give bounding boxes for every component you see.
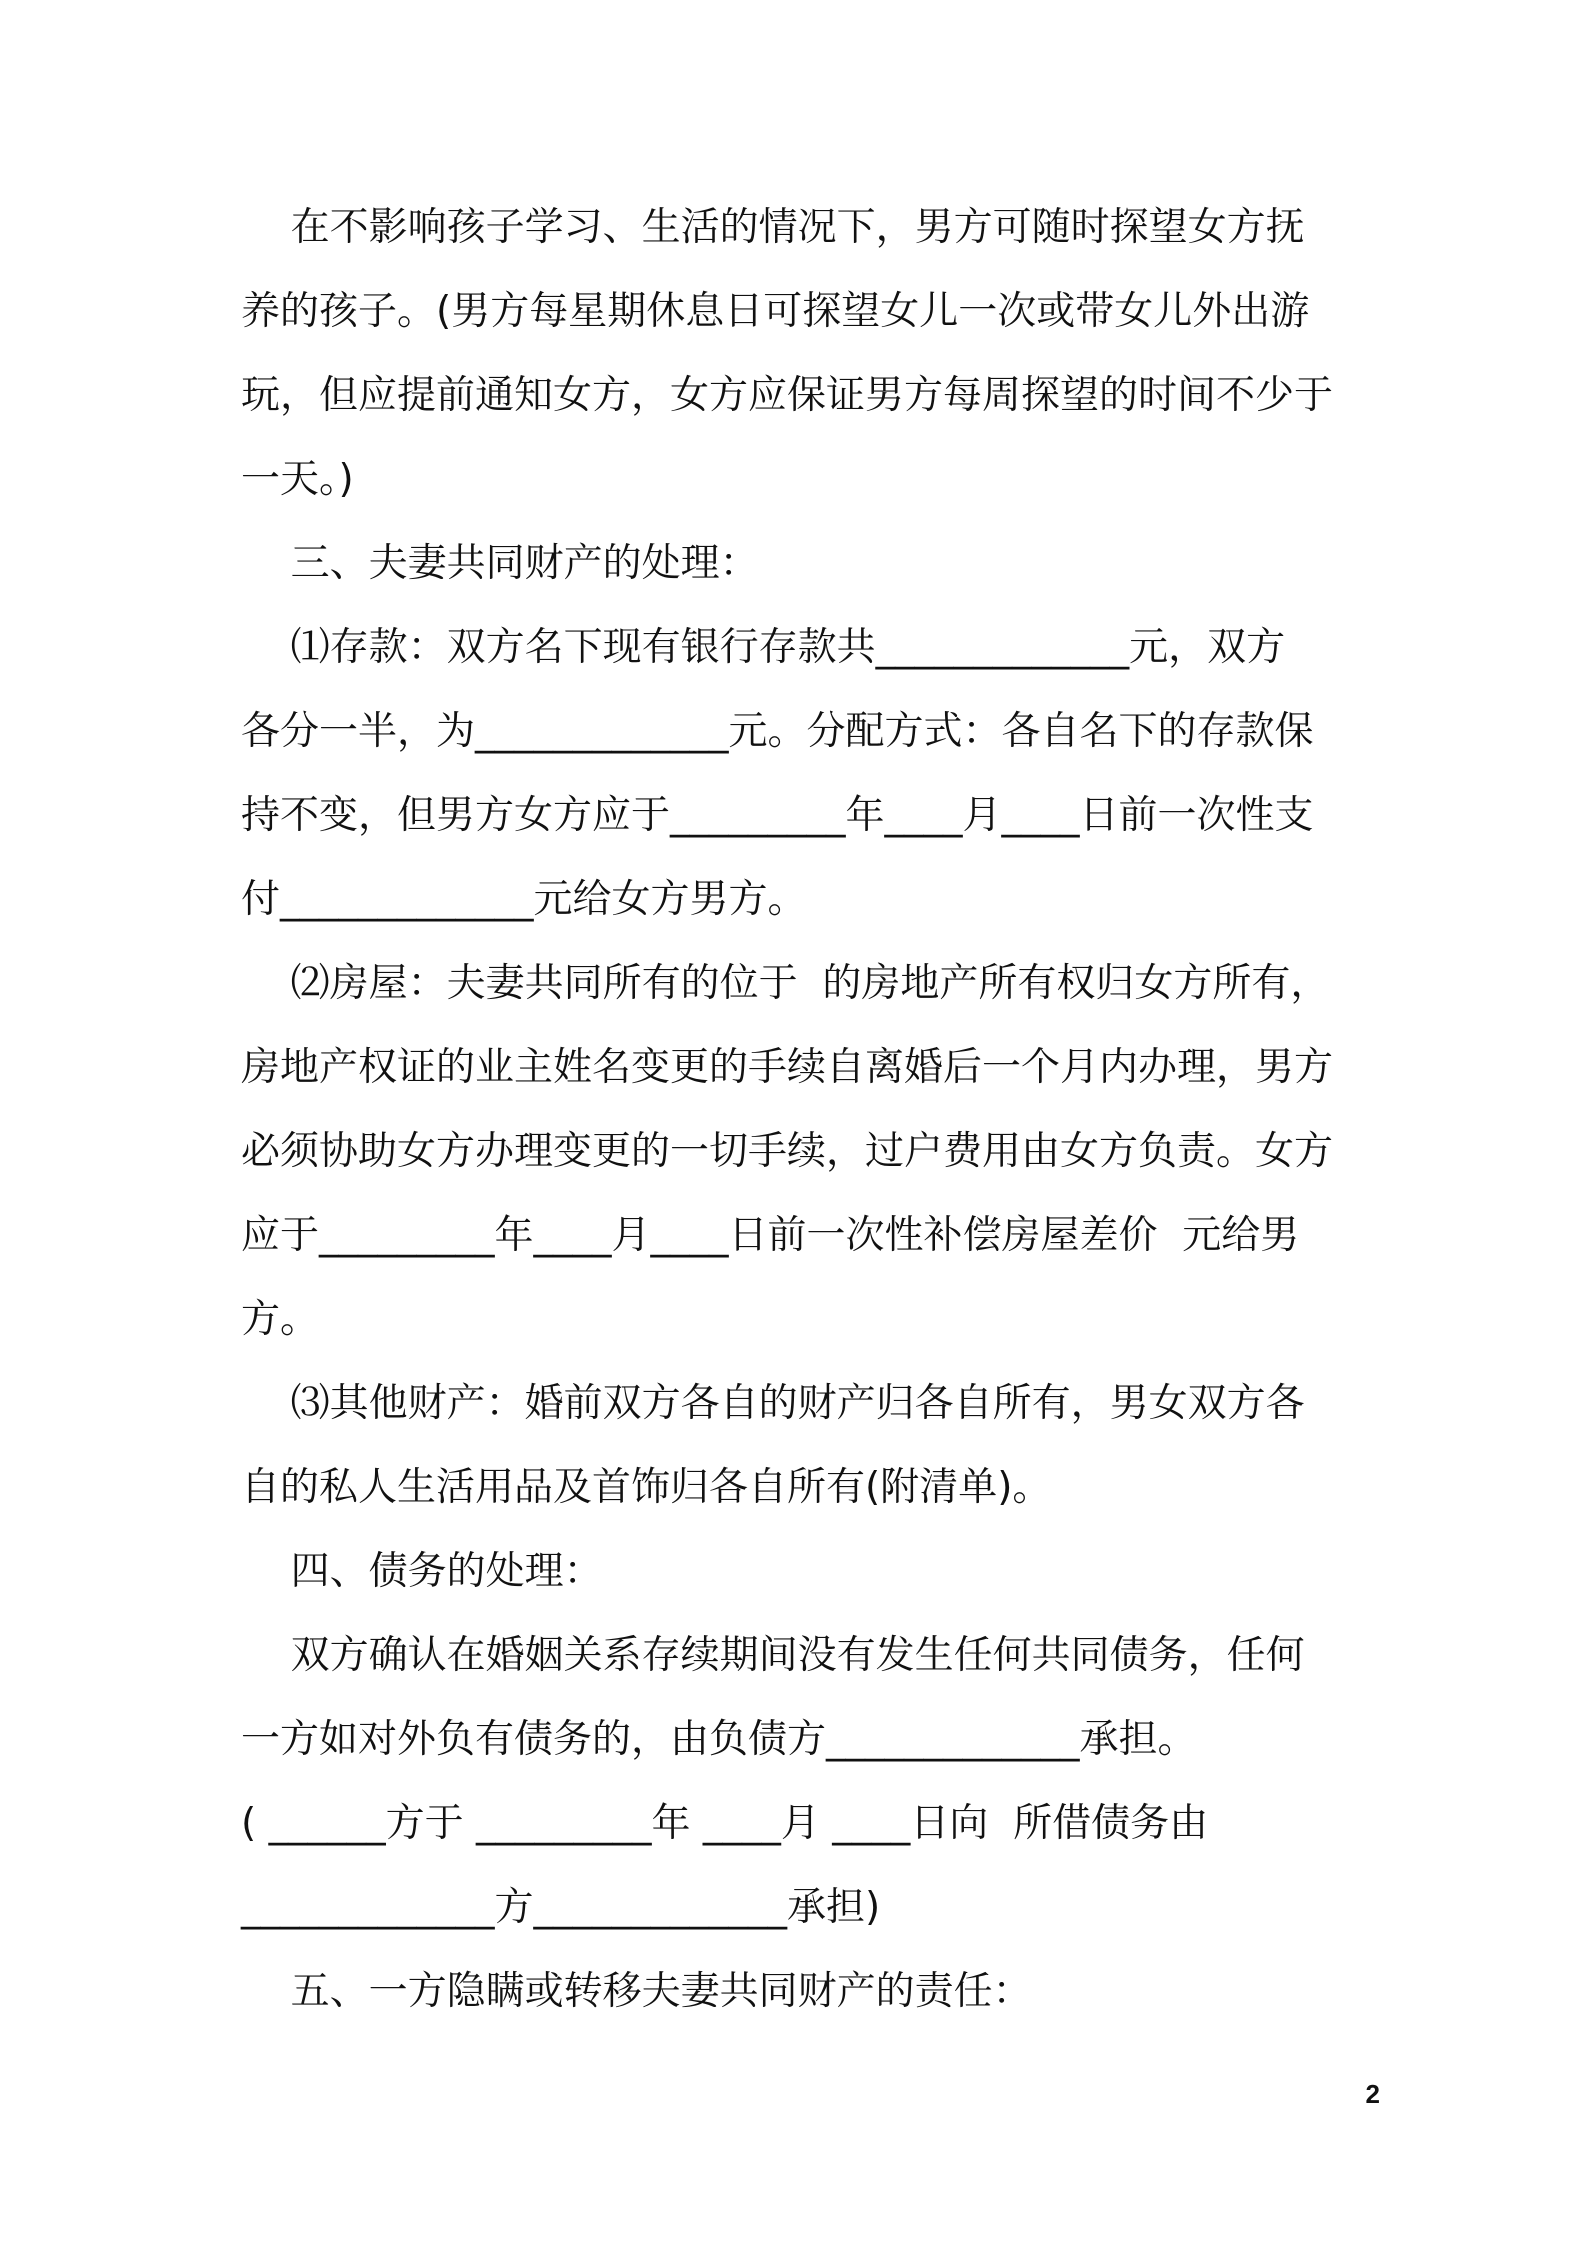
text-line: 应于_________年____月____日前一次性补偿房屋差价 元给男 xyxy=(241,1213,1300,1258)
text-line: 方。 xyxy=(241,1297,320,1342)
text-line: 养的孩子。(男方每星期休息日可探望女儿一次或带女儿外出游 xyxy=(241,289,1310,334)
text-line: ⑵房屋：夫妻共同所有的位于 的房地产所有权归女方所有， xyxy=(241,961,1330,1006)
text-line: _____________方_____________承担) xyxy=(241,1885,881,1930)
text-line: 玩，但应提前通知女方，女方应保证男方每周探望的时间不少于 xyxy=(241,373,1334,418)
text-line: 在不影响孩子学习、生活的情况下，男方可随时探望女方抚 xyxy=(241,205,1305,250)
text-line: 一天。) xyxy=(241,457,354,502)
section-heading: 三、夫妻共同财产的处理： xyxy=(241,541,759,586)
page-number: 2 xyxy=(1365,2079,1380,2109)
text-line: 持不变，但男方女方应于_________年____月____日前一次性支 xyxy=(241,793,1314,838)
text-line: 双方确认在婚姻关系存续期间没有发生任何共同债务，任何 xyxy=(241,1633,1305,1678)
text-line: 自的私人生活用品及首饰归各自所有(附清单)。 xyxy=(241,1465,1052,1510)
text-line: ⑶其他财产：婚前双方各自的财产归各自所有，男女双方各 xyxy=(241,1381,1305,1426)
text-line: 付_____________元给女方男方。 xyxy=(241,877,807,922)
text-line: 各分一半，为_____________元。分配方式：各自名下的存款保 xyxy=(241,709,1314,754)
text-line: ( ______方于 _________年 ____月 ____日向 所借债务由 xyxy=(241,1801,1209,1846)
section-heading: 五、一方隐瞒或转移夫妻共同财产的责任： xyxy=(241,1969,1032,2014)
text-line: 房地产权证的业主姓名变更的手续自离婚后一个月内办理，男方 xyxy=(241,1045,1334,1090)
text-line: 必须协助女方办理变更的一切手续，过户费用由女方负责。女方 xyxy=(241,1129,1334,1174)
section-heading: 四、债务的处理： xyxy=(241,1549,603,1594)
text-line: 一方如对外负有债务的，由负债方_____________承担。 xyxy=(241,1717,1197,1762)
text-line: ⑴存款：双方名下现有银行存款共_____________元，双方 xyxy=(241,625,1286,670)
